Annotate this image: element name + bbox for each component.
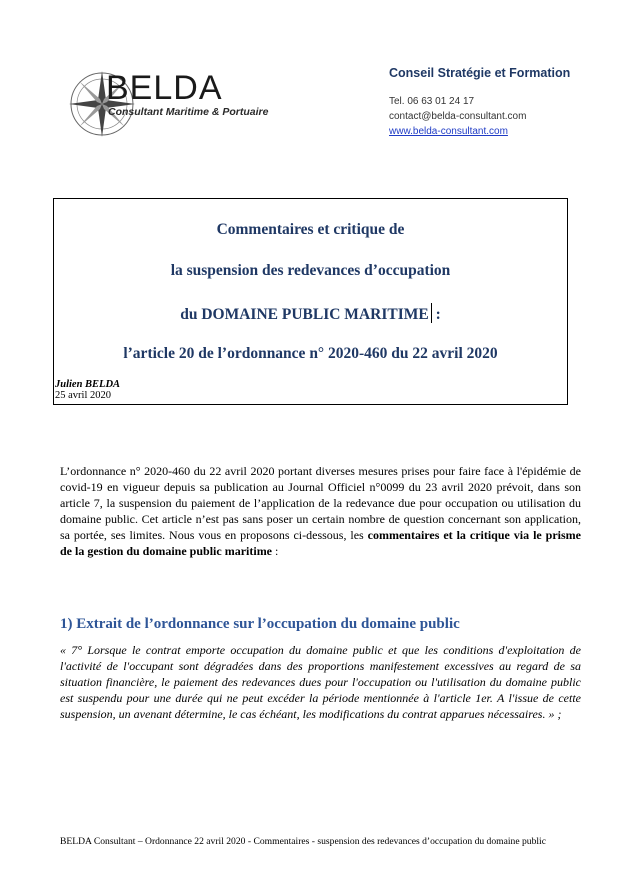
website-link[interactable]: www.belda-consultant.com: [389, 126, 508, 137]
title-line-3-prefix: du: [180, 306, 202, 323]
document-date: 25 avril 2020: [55, 390, 111, 401]
title-line-3: [54, 303, 567, 324]
author-name: Julien BELDA: [55, 379, 121, 390]
intro-end: :: [272, 544, 279, 558]
title-line-2: la suspension des redevances d’occupation: [170, 262, 451, 279]
phone-number: Tel. 06 63 01 24 17: [389, 96, 475, 107]
logo-wordmark: BELDA: [106, 69, 223, 107]
belda-logo: [66, 68, 269, 140]
contact-block: [389, 66, 570, 139]
intro-bold-text: commentaires et la critique via le prisme de la gestion du domaine public maritime: [60, 528, 581, 558]
section-heading-1: 1) Extrait de l’ordonnance sur l’occupation du domaine public: [60, 616, 460, 632]
email-address: contact@belda-consultant.com: [389, 111, 527, 122]
ordinance-quote: « 7° Lorsque le contrat emporte occupation du domaine public et que les conditions d'exploitation de l'activité de l'occupant sont dégradées dans des proportions manifestement excessives au regard de sa situation financière, le paiement des redevances dues pour l'occupation ou l'utilisation du domaine public est suspendu pour une durée qui ne peut excéder la période mentionnée à l'article 1er. A l'issue de cette suspension, un avenant détermine, le cas échéant, les modifications du contrat apparues nécessaires. » ;: [60, 643, 581, 721]
title-line-4: l’article 20 de l’ordonnance n° 2020-460 du 22 avril 2020: [123, 345, 498, 362]
organization-name: Conseil Stratégie et Formation: [389, 66, 571, 80]
title-line-3-suffix: :: [431, 306, 441, 323]
title-box: [53, 198, 568, 405]
title-line-3-emphasis: DOMAINE PUBLIC MARITIME: [201, 306, 429, 323]
title-line-1: Commentaires et critique de: [216, 221, 405, 238]
intro-text: L’ordonnance n° 2020-460 du 22 avril 2020 portant diverses mesures prises pour faire face à l'épidémie de covid-19 en vigueur depuis sa publication au Journal Officiel n°0099 du 23 avril 2020 prévoit, dans son article 7, la suspension du paiement de l’application de la redevance due pour occupation ou utilisation du domaine public. Cet article n’est pas sans poser un certain nombre de question concernant son application, sa portée, ses limites. Nous vous en proposons ci-dessous, les: [60, 464, 581, 542]
intro-paragraph: [60, 463, 581, 559]
page-footer: BELDA Consultant – Ordonnance 22 avril 2020 - Commentaires - suspension des redevances d’occupation du domaine public: [60, 836, 546, 847]
logo-tagline: Consultant Maritime & Portuaire: [108, 106, 269, 118]
